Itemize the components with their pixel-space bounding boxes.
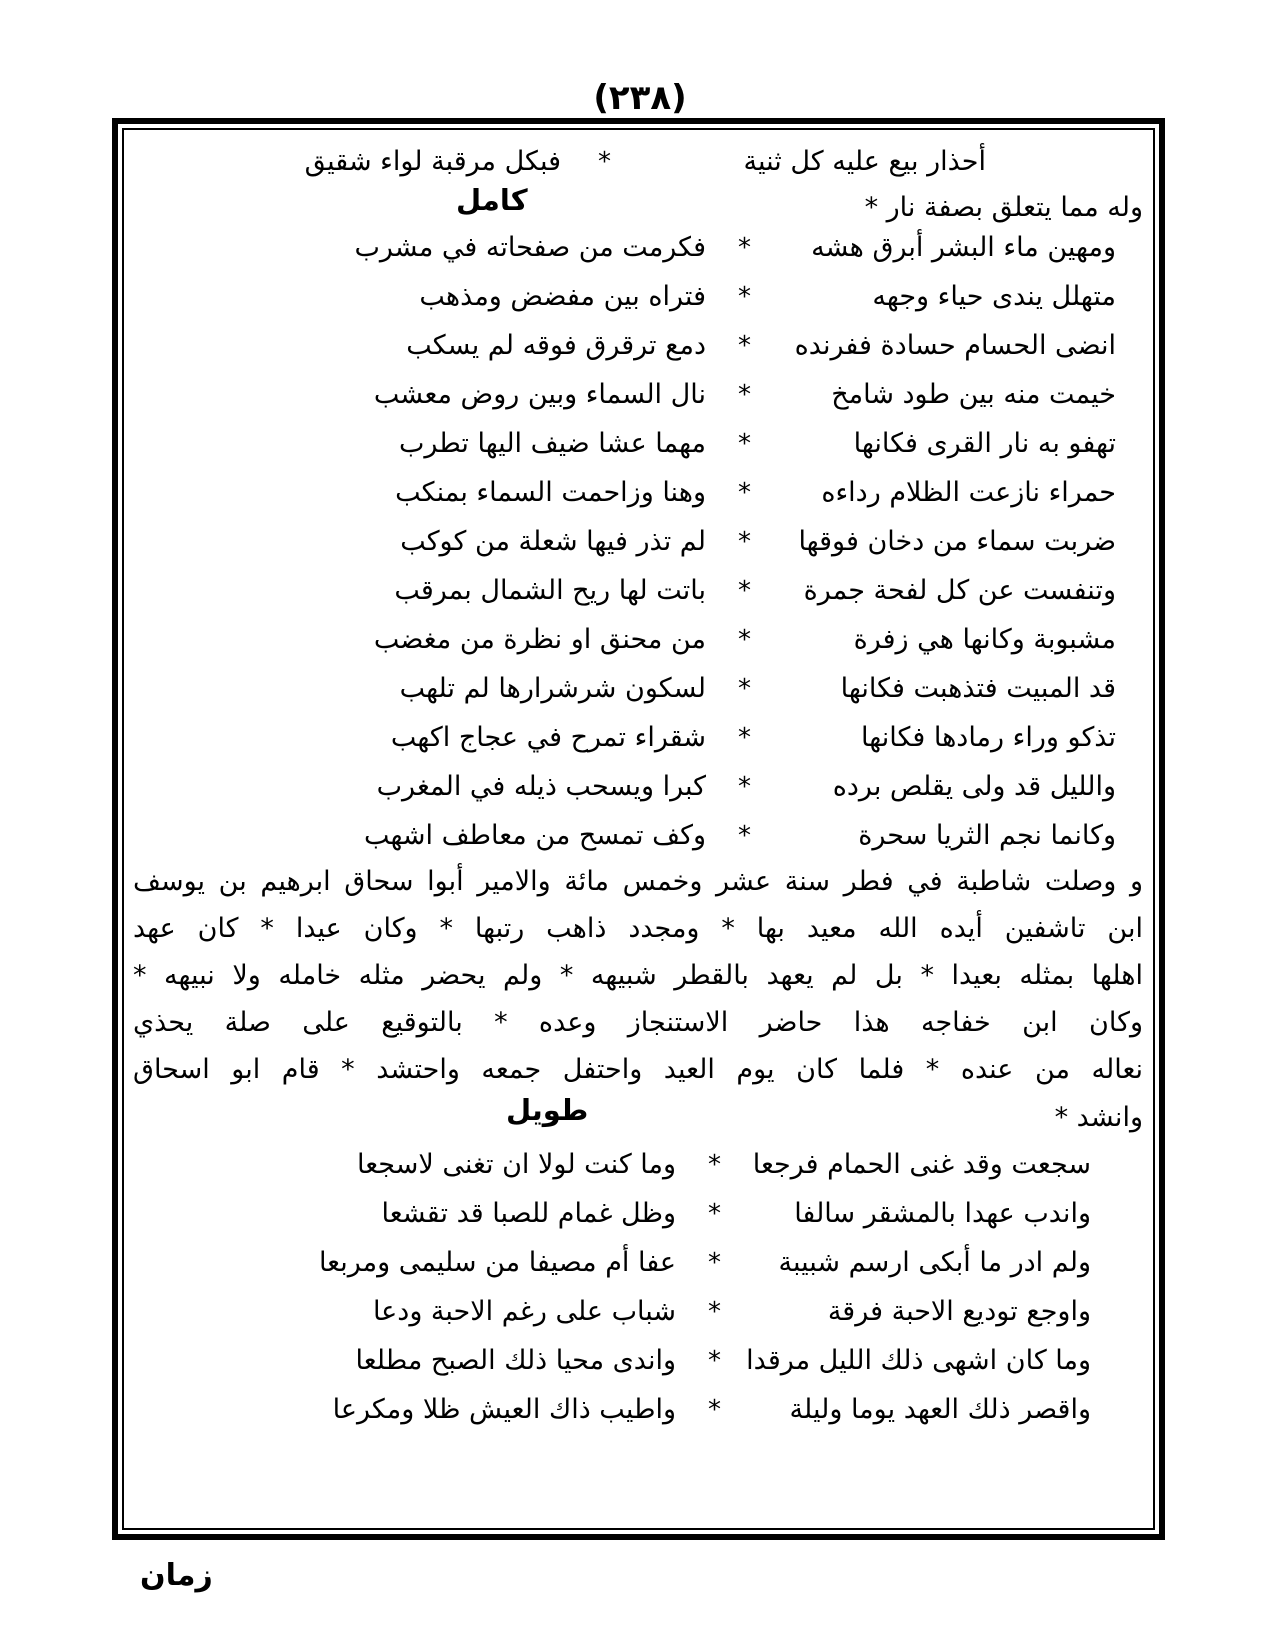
page-number: (٢٣٨) [593, 78, 687, 118]
meter-label: كامل [456, 183, 528, 217]
hemistich-left: واندى محيا ذلك الصبح مطلعا [355, 1345, 676, 1376]
hemistich-right: ولم ادر ما أبكى ارسم شبيبة [778, 1247, 1091, 1278]
hemistich-right: واقصر ذلك العهد يوما وليلة [789, 1394, 1091, 1425]
hemistich-right: وكانما نجم الثريا سحرة [858, 820, 1116, 851]
hemistich-right: سجعت وقد غنى الحمام فرجعا [752, 1149, 1091, 1180]
verse-separator: * [708, 1395, 721, 1425]
hemistich-left: واطيب ذاك العيش ظلا ومكرعا [332, 1394, 676, 1425]
hemistich-left: وما كنت لولا ان تغنى لاسجعا [357, 1149, 676, 1180]
verse-separator: * [598, 147, 611, 177]
verse [126, 1390, 1151, 1430]
verse [126, 1243, 1151, 1283]
hemistich-right: وتنفست عن كل لفحة جمرة [803, 575, 1116, 606]
verse-separator: * [738, 233, 751, 263]
verse-separator: * [738, 282, 751, 312]
verse [126, 620, 1151, 660]
verse [126, 522, 1151, 562]
verse-separator: * [708, 1297, 721, 1327]
hemistich-left: فكرمت من صفحاته في مشرب [354, 232, 706, 263]
hemistich-left: شقراء تمرح في عجاج اكهب [390, 722, 706, 753]
verse [126, 375, 1151, 415]
verse [126, 1292, 1151, 1332]
hemistich-right: انضى الحسام حسادة ففرنده [794, 330, 1116, 361]
hemistich-left: عفا أم مصيفا من سليمى ومربعا [318, 1247, 676, 1278]
catchword: زمان [140, 1558, 213, 1593]
prose-line: ابن تاشفين أيده الله معيد بها * ومجدد ذاهب رتبها * وكان عيدا * كان عهد [133, 913, 1143, 944]
hemistich-left: شباب على رغم الاحبة ودعا [372, 1296, 676, 1327]
hemistich-left: دمع ترقرق فوقه لم يسكب [406, 330, 706, 361]
hemistich-right: ضربت سماء من دخان فوقها [798, 526, 1116, 557]
prose-line: وكان ابن خفاجه هذا حاضر الاستنجاز وعده * بالتوقيع على صلة يحذي [133, 1007, 1143, 1038]
verse [126, 1194, 1151, 1234]
verse-separator: * [738, 478, 751, 508]
verse-separator: * [738, 723, 751, 753]
hemistich-right: تذكو وراء رمادها فكانها [861, 722, 1116, 753]
verse [126, 142, 1151, 182]
verse [126, 424, 1151, 464]
verse-separator: * [738, 380, 751, 410]
verse-separator: * [738, 331, 751, 361]
verse [126, 1145, 1151, 1185]
hemistich-left: فتراه بين مفضض ومذهب [419, 281, 706, 312]
meter-label: طويل [506, 1093, 589, 1127]
hemistich-left: من محنق او نظرة من مغضب [373, 624, 706, 655]
hemistich-right: أحذار بيع عليه كل ثنية [743, 146, 986, 177]
hemistich-left: نال السماء وبين روض معشب [373, 379, 706, 410]
verse-separator: * [738, 772, 751, 802]
verse [126, 228, 1151, 268]
prose-line: اهلها بمثله بعيدا * بل لم يعهد بالقطر شبيهه * ولم يحضر مثله خامله ولا نبيهه * [133, 960, 1143, 991]
hemistich-left: وكف تمسح من معاطف اشهب [363, 820, 706, 851]
hemistich-left: باتت لها ريح الشمال بمرقب [394, 575, 706, 606]
hemistich-left: كبرا ويسحب ذيله في المغرب [376, 771, 706, 802]
hemistich-right: وما كان اشهى ذلك الليل مرقدا [746, 1345, 1091, 1376]
hemistich-right: ومهين ماء البشر أبرق هشه [811, 232, 1116, 263]
hemistich-right: واندب عهدا بالمشقر سالفا [794, 1198, 1091, 1229]
verse [126, 326, 1151, 366]
hemistich-right: حمراء نازعت الظلام رداءه [821, 477, 1116, 508]
hemistich-right: خيمت منه بين طود شامخ [831, 379, 1116, 410]
verse [126, 816, 1151, 856]
hemistich-right: متهلل يندى حياء وجهه [872, 281, 1116, 312]
prose-line: و وصلت شاطبة في فطر سنة عشر وخمس مائة والامير أبوا سحاق ابرهيم بن يوسف [133, 866, 1143, 897]
prose-line: نعاله من عنده * فلما كان يوم العيد واحتفل جمعه واحتشد * قام ابو اسحاق [133, 1054, 1143, 1085]
hemistich-right: واوجع توديع الاحبة فرقة [827, 1296, 1091, 1327]
verse-separator: * [708, 1346, 721, 1376]
verse-separator: * [708, 1150, 721, 1180]
hemistich-left: وهنا وزاحمت السماء بمنكب [395, 477, 706, 508]
verse [126, 669, 1151, 709]
hemistich-right: والليل قد ولى يقلص برده [832, 771, 1116, 802]
verse-separator: * [738, 625, 751, 655]
prose-line-last: وانشد * [1054, 1102, 1143, 1133]
hemistich-left: لسكون شرشرارها لم تلهب [399, 673, 706, 704]
hemistich-left: لم تذر فيها شعلة من كوكب [400, 526, 706, 557]
hemistich-left: فبكل مرقبة لواء شقيق [304, 146, 561, 177]
verse [126, 473, 1151, 513]
verse-separator: * [708, 1199, 721, 1229]
hemistich-right: قد المبيت فتذهبت فكانها [840, 673, 1116, 704]
verse-separator: * [708, 1248, 721, 1278]
hemistich-right: مشبوبة وكانها هي زفرة [853, 624, 1116, 655]
verse [126, 571, 1151, 611]
hemistich-left: مهما عشا ضيف اليها تطرب [398, 428, 706, 459]
verse-separator: * [738, 821, 751, 851]
hemistich-right: تهفو به نار القرى فكانها [853, 428, 1116, 459]
verse-separator: * [738, 576, 751, 606]
verse [126, 718, 1151, 758]
section-heading: وله مما يتعلق بصفة نار * [864, 192, 1143, 223]
hemistich-left: وظل غمام للصبا قد تقشعا [381, 1198, 676, 1229]
verse-separator: * [738, 527, 751, 557]
verse [126, 1341, 1151, 1381]
verse [126, 277, 1151, 317]
verse [126, 767, 1151, 807]
verse-separator: * [738, 429, 751, 459]
verse-separator: * [738, 674, 751, 704]
